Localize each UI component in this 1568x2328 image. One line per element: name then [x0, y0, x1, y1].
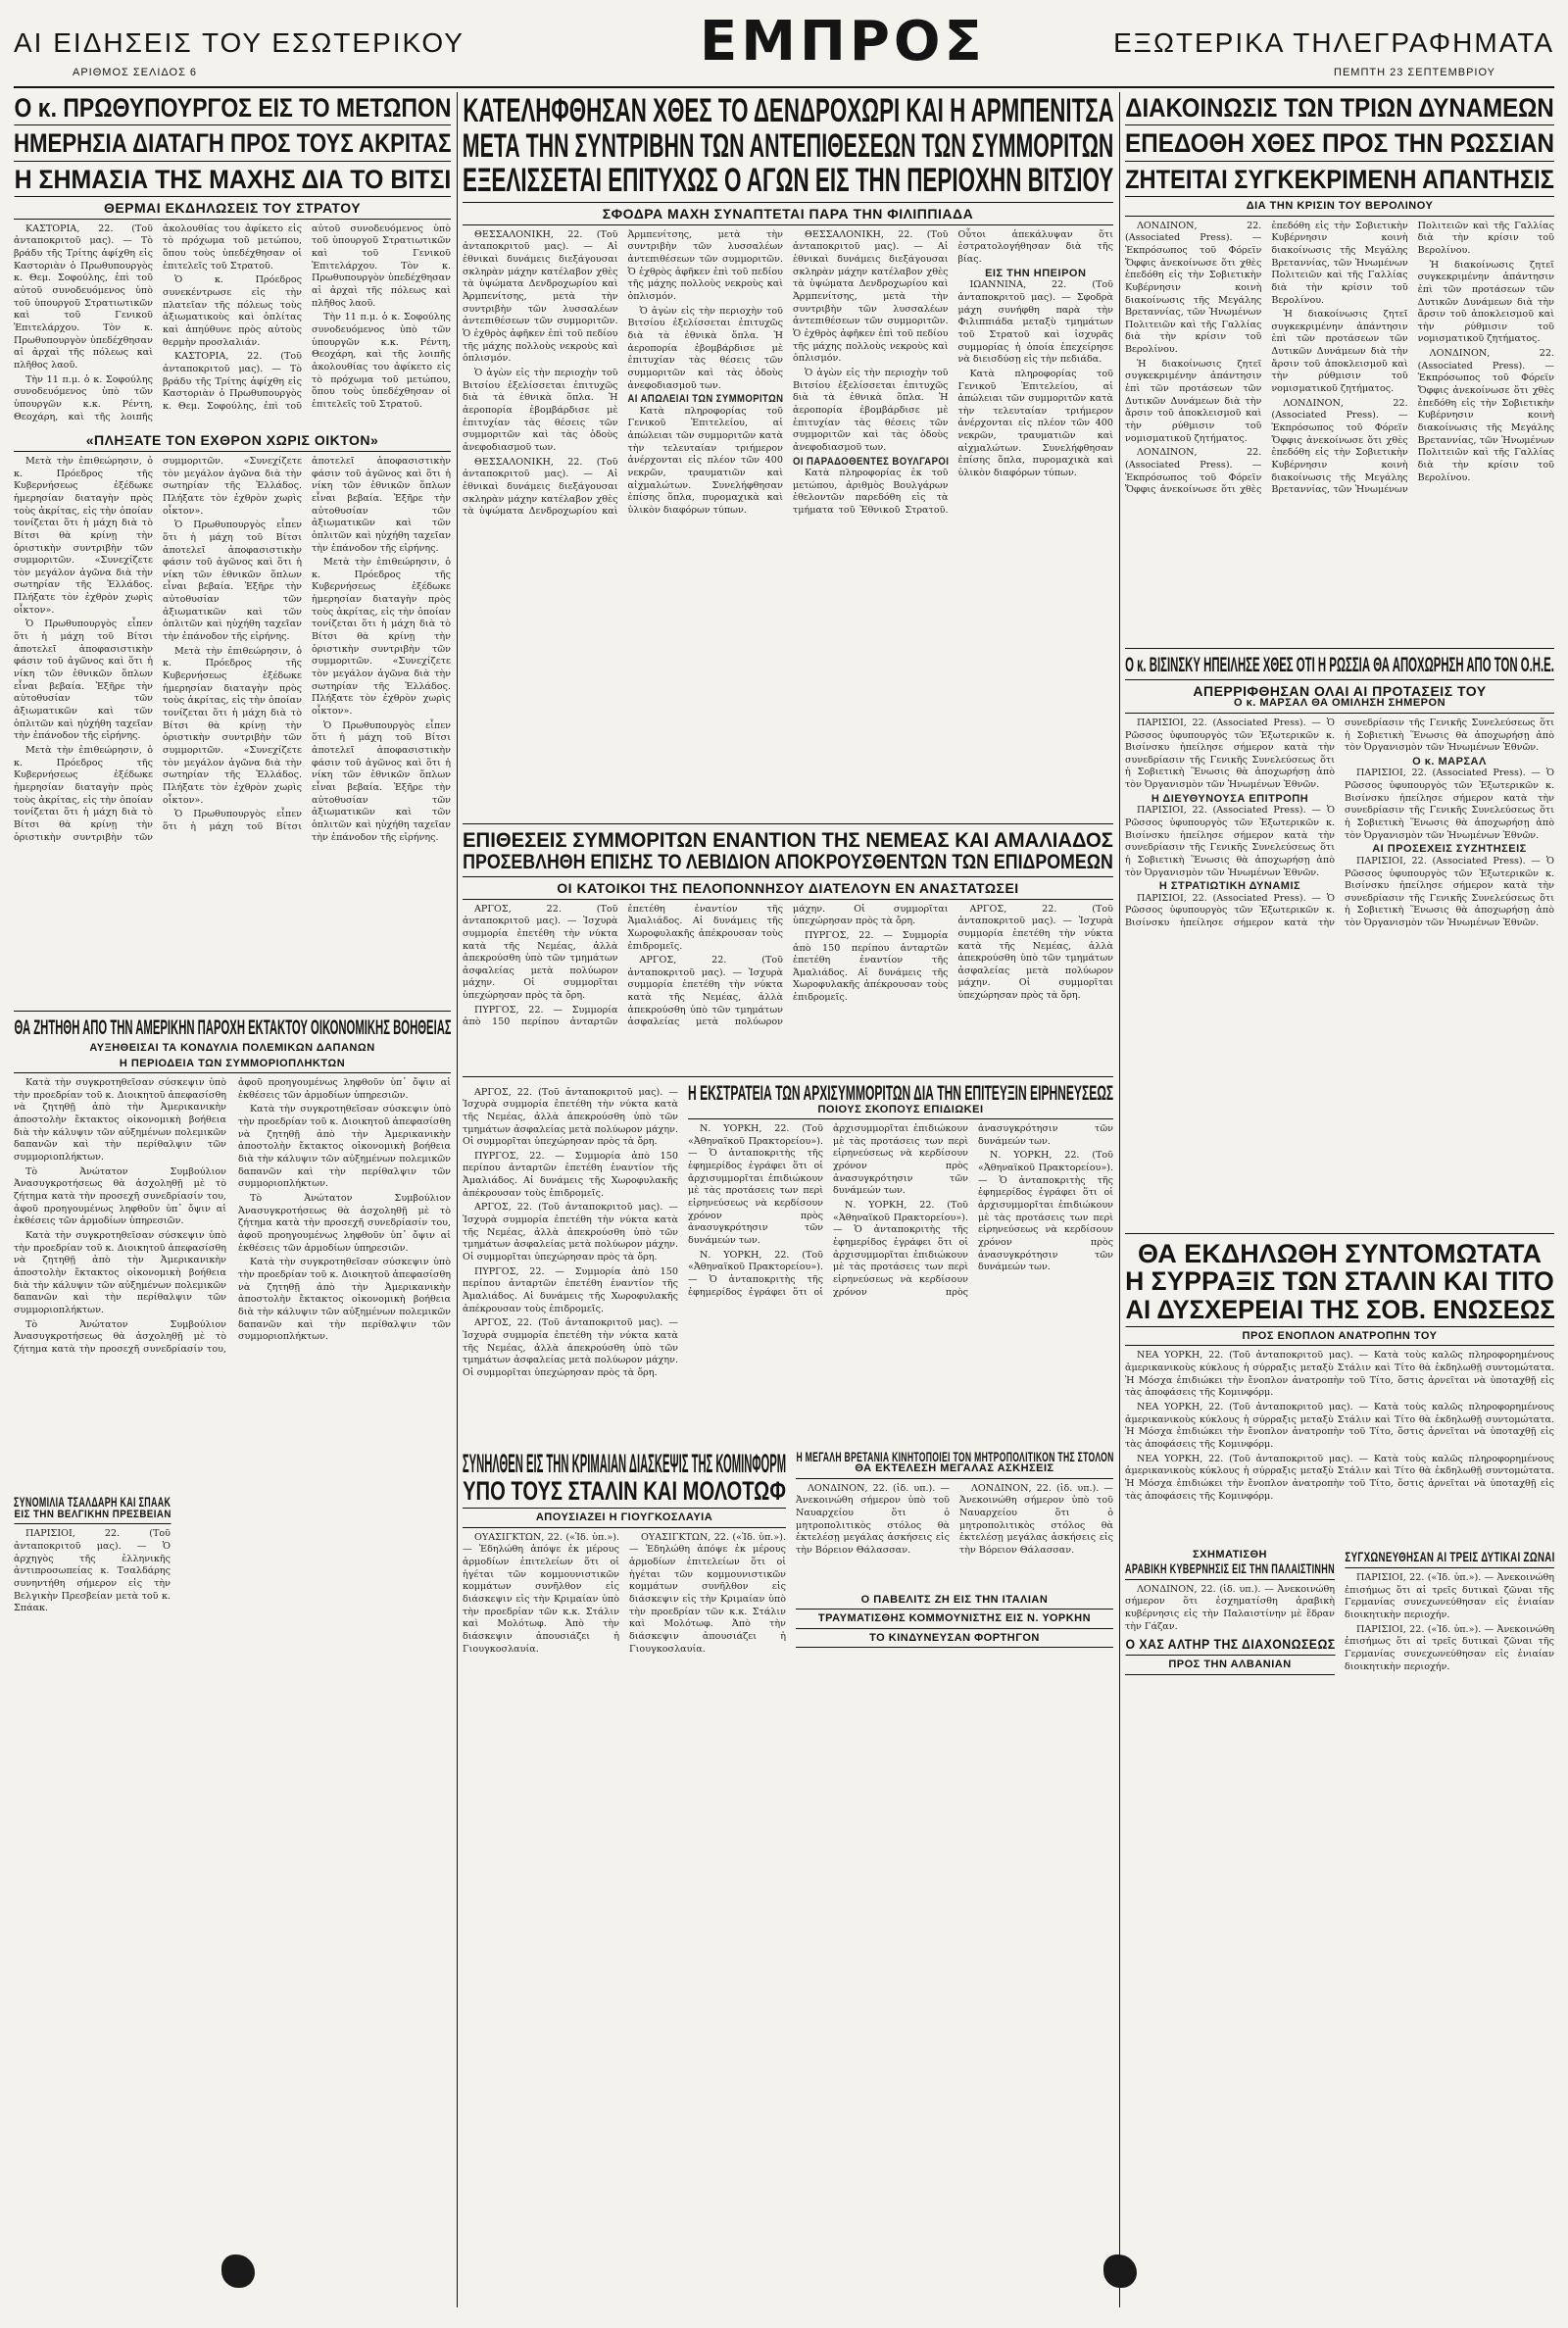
article-paragraph: ΠΥΡΓΟΣ, 22. — Συμμορία ἀπὸ 150 περίπου ἀνταρτῶν ἐπετέθη ἐναντίον τῆς Ἀμαλιάδος. Αἱ δυνάμεις τῆς Χωροφυλακῆς ἀπέκρουσαν τοὺς ἐπιδρομεῖς.: [463, 1150, 678, 1199]
subheadline-albania: ΠΡΟΣ ΤΗΝ ΑΛΒΑΝΙΑΝ: [1125, 1659, 1335, 1675]
article-paragraph: ΠΥΡΓΟΣ, 22. — Συμμορία ἀπὸ 150 περίπου ἀνταρτῶν ἐπετέθη ἐναντίον τῆς Ἀμαλιάδος. Αἱ δυνάμεις τῆς Χωροφυλακῆς ἀπέκρουσαν τοὺς ἐπιδρομεῖς.: [463, 903, 783, 1028]
headline-arab-government: ΑΡΑΒΙΚΗ ΚΥΒΕΡΝΗΣΙΣ ΕΙΣ ΤΗΝ ΠΑΛΑΙΣΤΙΝΗΝ: [1125, 1561, 1335, 1580]
headline-pm-front: Ο κ. ΠΡΩΘΥΠΟΥΡΓΟΣ ΕΙΣ ΤΟ ΜΕΤΩΠΟΝ: [14, 94, 451, 125]
headline-counterattacks: ΜΕΤΑ ΤΗΝ ΣΥΝΤΡΙΒΗΝ ΤΩΝ ΑΝΤΕΠΙΘΕΣΕΩΝ ΤΩΝ ΣΥΜΜΟΡΙΤΩΝ: [463, 126, 1113, 165]
article-paragraph: ΝΕΑ ΥΟΡΚΗ, 22. (Τοῦ ἀνταποκριτοῦ μας). — Κατὰ τοὺς καλῶς πληροφορημένους ἀμερικανικοὺς κύκλους ἡ σύρραξις μεταξὺ Στάλιν καὶ Τίτο θὰ ἐκδηλωθῇ συντομώτατα. Ἡ Μόσχα ἐπιδιώκει τὴν ἔνοπλον ἀνατροπὴν τοῦ Τίτο, ὅστις ἀρνεῖται νὰ ὑποταχθῇ εἰς τὰς ἀποφάσεις τῆς Κομινφόρμ.: [1125, 1402, 1554, 1451]
article-paragraph: Ν. ΥΟΡΚΗ, 22. (Τοῦ «Ἀθηναϊκοῦ Πρακτορείου»). — Ὁ ἀνταποκριτὴς τῆς ἐφημερίδος ἐγράφει ὅτι οἱ ἀρχισυμμορῖται ἐπιδιώκουν μὲ τὰς προτάσεις των περὶ εἰρηνεύσεως νὰ κερδίσουν χρόνον πρὸς ἀνασυγκρότησιν τῶν δυνάμεών των.: [688, 1123, 823, 1247]
subheadline-peloponnese: ΟΙ ΚΑΤΟΙΚΟΙ ΤΗΣ ΠΕΛΟΠΟΝΝΗΣΟΥ ΔΙΑΤΕΛΟΥΝ ΕΝ ΑΝΑΣΤΑΤΩΣΕΙ: [463, 881, 1113, 900]
subheadline-refugees: Η ΠΕΡΙΟΔΕΙΑ ΤΩΝ ΣΥΜΜΟΡΙΟΠΛΗΚΤΩΝ: [14, 1059, 451, 1074]
cominform-article: [463, 1450, 786, 1712]
subheadline-marshall: Ο κ. ΜΑΡΣΑΛ ΘΑ ΟΜΙΛΗΣΗ ΣΗΜΕΡΟΝ: [1125, 698, 1554, 714]
article-paragraph: Ἡ διακοίνωσις ζητεῖ συγκεκριμένην ἀπάντησιν ἐπὶ τῶν προτάσεων τῶν Δυτικῶν Δυνάμεων διὰ τὴν ἄρσιν τοῦ ἀποκλεισμοῦ καὶ τὴν ρύθμισιν τοῦ νομισματικοῦ ζητήματος.: [1271, 309, 1408, 395]
article-paragraph: ΠΑΡΙΣΙΟΙ, 22. (Associated Press). — Ὁ Ρῶσσος ὑφυπουργὸς τῶν Ἐξωτερικῶν κ. Βισίνσκυ ἠπείλησε σήμερον κατὰ τὴν συνεδρίασιν τῆς Γενικῆς Συνελεύσεως ὅτι ἡ Σοβιετικὴ Ἕνωσις θὰ ἀποχωρήσῃ ἀπὸ τὸν Ὀργανισμὸν τῶν Ἡνωμένων Ἐθνῶν.: [1345, 855, 1554, 929]
peace-campaign-article: [688, 1083, 1113, 1444]
article-body: [463, 904, 1113, 1070]
headline-stalin-molotov: ΥΠΟ ΤΟΥΣ ΣΤΑΛΙΝ ΚΑΙ ΜΟΛΟΤΩΦ: [463, 1477, 786, 1509]
article-body: [796, 1483, 1113, 1591]
article-paragraph: Ὁ Πρωθυπουργὸς εἶπεν ὅτι ἡ μάχη τοῦ Βίτσι ἀποτελεῖ ἀποφασιστικὴν φάσιν τοῦ ἀγῶνος καὶ ὅτι ἡ νίκη τῶν ἐθνικῶν ὅπλων εἶναι βεβαία. Ἐξῆρε τὴν αὐτοθυσίαν τῶν ἀξιωματικῶν καὶ τῶν ὁπλιτῶν καὶ ηὐχήθη ταχεῖαν τὴν ἐπάνοδον τῆς εἰρήνης.: [312, 719, 451, 843]
article-body: [1345, 1572, 1554, 1673]
article-paragraph: ΛΟΝΔΙΝΟΝ, 22. (ἰδ. υπ.). — Ἀνεκοινώθη σήμερον ὑπὸ τοῦ Ναυαρχείου ὅτι ὁ μητροπολιτικὸς στόλος θὰ ἐκτελέσῃ μεγάλας ἀσκήσεις εἰς τὴν Βόρειον Θάλασσαν.: [796, 1482, 950, 1557]
article-paragraph: ΠΑΡΙΣΙΟΙ, 22. («Ἰδ. ὑπ.»). — Ἀνεκοινώθη ἐπισήμως ὅτι αἱ τρεῖς δυτικαὶ ζῶναι τῆς Γερμανίας συνεχωνεύθησαν εἰς ἑνιαίαν διοικητικὴν περιοχήν.: [1345, 1623, 1554, 1672]
left-section-title: ΑΙ ΕΙΔΗΣΕΙΣ ΤΟΥ ΕΣΩΤΕΡΙΚΟΥ: [14, 27, 465, 58]
headline-wounded-communist: ΤΡΑΥΜΑΤΙΣΘΗΣ ΚΟΜΜΟΥΝΙΣΤΗΣ ΕΙΣ Ν. ΥΟΡΚΗΝ: [796, 1613, 1113, 1629]
ink-blot: [1103, 2254, 1137, 2288]
headline-cominform: ΣΥΝΗΛΘΕΝ ΕΙΣ ΤΗΝ ΚΡΙΜΑΙΑΝ ΔΙΑΣΚΕΨΙΣ ΤΗΣ ΚΟΜΙΝΦΟΡΜ: [463, 1448, 787, 1478]
article-paragraph: ΑΡΓΟΣ, 22. (Τοῦ ἀνταποκριτοῦ μας). — Ἰσχυρὰ συμμορία ἐπετέθη τὴν νύκτα κατὰ τῆς Νεμέας, ἀλλὰ ἀπεκρούσθη ὑπὸ τῶν τμημάτων ἀσφαλείας μετὰ πολύωρον μάχην. Οἱ συμμορῖται ὑπεχώρησαν πρὸς τὰ ὄρη.: [463, 1086, 678, 1148]
right-bottom-row: [1125, 1550, 1554, 1678]
subheadline-losses: ΑΙ ΑΠΩΛΕΙΑΙ ΤΩΝ ΣΥΜΜΟΡΙΤΩΝ: [627, 393, 784, 406]
section-separator: [463, 1076, 1113, 1077]
article-paragraph: Μετὰ τὴν ἐπιθεώρησιν, ὁ κ. Πρόεδρος τῆς Κυβερνήσεως ἐξέδωκε ἡμερησίαν διαταγὴν πρὸς τοὺς ἀκρίτας, εἰς τὴν ὁποίαν τονίζεται ὅτι ἡ μάχη διὰ τὸ Βίτσι θὰ κρίνῃ τὴν ὁριστικὴν συντριβὴν τῶν συμμοριτῶν. «Συνεχίζετε τὸν μεγάλον ἀγῶνα διὰ τὴν σωτηρίαν τῆς Ἑλλάδος. Πλήξατε τὸν ἐχθρὸν χωρὶς οἶκτον».: [163, 645, 302, 806]
article-body: [1125, 718, 1554, 1227]
section-separator: [1125, 1233, 1554, 1234]
article-paragraph: Ν. ΥΟΡΚΗ, 22. (Τοῦ «Ἀθηναϊκοῦ Πρακτορείου»). — Ὁ ἀνταποκριτὴς τῆς ἐφημερίδος ἐγράφει ὅτι οἱ ἀρχισυμμορῖται ἐπιδιώκουν μὲ τὰς προτάσεις των περὶ εἰρηνεύσεως νὰ κερδίσουν χρόνον πρὸς ἀνασυγκρότησιν τῶν δυνάμεών των.: [833, 1123, 1113, 1298]
headline-western-zones: ΣΥΓΧΩΝΕΥΘΗΣΑΝ ΑΙ ΤΡΕΙΣ ΔΥΤΙΚΑΙ ΖΩΝΑΙ: [1345, 1550, 1554, 1568]
article-paragraph: ΠΑΡΙΣΙΟΙ, 22. (Associated Press). — Ὁ Ρῶσσος ὑφυπουργὸς τῶν Ἐξωτερικῶν κ. Βισίνσκυ ἠπείλησε σήμερον κατὰ τὴν συνεδρίασιν τῆς Γενικῆς Συνελεύσεως ὅτι ἡ Σοβιετικὴ Ἕνωσις θὰ ἀποχωρήσῃ ἀπὸ τὸν Ὀργανισμὸν τῶν Ἡνωμένων Ἐθνῶν.: [1125, 805, 1335, 878]
article-paragraph: ΠΑΡΙΣΙΟΙ, 22. («Ἰδ. ὑπ.»). — Ἀνεκοινώθη ἐπισήμως ὅτι αἱ τρεῖς δυτικαὶ ζῶναι τῆς Γερμανίας συνεχωνεύθησαν εἰς ἑνιαίαν διοικητικὴν περιοχήν.: [1345, 1572, 1554, 1621]
article-paragraph: Κατὰ τὴν συγκροτηθεῖσαν σύσκεψιν ὑπὸ τὴν προεδρίαν τοῦ κ. Διοικητοῦ ἀπεφασίσθη νὰ ζητηθῇ ἀπὸ τὴν Ἀμερικανικὴν ἀποστολὴν ἔκτακτος οἰκονομικὴ βοήθεια διὰ τὴν κάλυψιν τῶν αὐξημένων πολεμικῶν δαπανῶν καὶ τὴν περίθαλψιν τῶν συμμοριοπλήκτων.: [238, 1104, 451, 1190]
article-body: [463, 229, 1113, 817]
article-paragraph: Ὁ Πρωθυπουργὸς εἶπεν ὅτι ἡ μάχη τοῦ Βίτσι ἀποτελεῖ ἀποφασιστικὴν φάσιν τοῦ ἀγῶνος καὶ ὅτι ἡ νίκη τῶν ἐθνικῶν ὅπλων εἶναι βεβαία. Ἐξῆρε τὴν αὐτοθυσίαν τῶν ἀξιωματικῶν καὶ τῶν ὁπλιτῶν καὶ ηὐχήθη ταχεῖαν τὴν ἐπάνοδον τῆς εἰρήνης.: [14, 619, 153, 742]
article-paragraph: Ὁ Πρωθυπουργὸς εἶπεν ὅτι ἡ μάχη τοῦ Βίτσι ἀποτελεῖ ἀποφασιστικὴν φάσιν τοῦ ἀγῶνος καὶ ὅτι ἡ νίκη τῶν ἐθνικῶν ὅπλων εἶναι βεβαία. Ἐξῆρε τὴν αὐτοθυσίαν τῶν ἀξιωματικῶν καὶ τῶν ὁπλιτῶν καὶ ηὐχήθη ταχεῖαν τὴν ἐπάνοδον τῆς εἰρήνης.: [163, 520, 302, 643]
right-section-title: ΕΞΩΤΕΡΙΚΑ ΤΗΛΕΓΡΑΦΗΜΑΤΑ: [1113, 27, 1554, 58]
subheadline-yugoslavia: ΑΠΟΥΣΙΑΖΕΙ Η ΓΙΟΥΓΚΟΣΛΑΥΙΑ: [463, 1512, 786, 1528]
headline-order-of-day: ΗΜΕΡΗΣΙΑ ΔΙΑΤΑΓΗ ΠΡΟΣ ΤΟΥΣ ΑΚΡΙΤΑΣ: [14, 129, 451, 161]
article-paragraph: Μετὰ τὴν ἐπιθεώρησιν, ὁ κ. Πρόεδρος τῆς Κυβερνήσεως ἐξέδωκε ἡμερησίαν διαταγὴν πρὸς τοὺς ἀκρίτας, εἰς τὴν ὁποίαν τονίζεται ὅτι ἡ μάχη διὰ τὸ Βίτσι θὰ κρίνῃ τὴν ὁριστικὴν συντριβὴν τῶν συμμοριτῶν. «Συνεχίζετε τὸν μεγάλον ἀγῶνα διὰ τὴν σωτηρίαν τῆς Ἑλλάδος. Πλήξατε τὸν ἐχθρὸν χωρὶς οἶκτον».: [14, 455, 302, 843]
subheadline-committee: Η ΔΙΕΥΘΥΝΟΥΣΑ ΕΠΙΤΡΟΠΗ: [1151, 792, 1309, 805]
article-paragraph: ΟΥΑΣΙΓΚΤΩΝ, 22. («Ἰδ. ὑπ.»). — Ἐδηλώθη ἀπόψε ἐκ μέρους ἁρμοδίων ἐπιτελείων ὅτι οἱ ἡγέται τῶν κομμουνιστικῶν κομμάτων συνῆλθον εἰς διάσκεψιν εἰς τὴν Κριμαίαν ὑπὸ τὴν προεδρίαν τῶν κ.κ. Στάλιν καὶ Μολότωφ. Ἀπὸ τὴν διάσκεψιν ἀπουσιάζει ἡ Γιουγκοσλαυία.: [629, 1531, 786, 1655]
article-paragraph: ΑΡΓΟΣ, 22. (Τοῦ ἀνταποκριτοῦ μας). — Ἰσχυρὰ συμμορία ἐπετέθη τὴν νύκτα κατὰ τῆς Νεμέας, ἀλλὰ ἀπεκρούσθη ὑπὸ τῶν τμημάτων ἀσφαλείας μετὰ πολύωρον μάχην. Οἱ συμμορῖται ὑπεχώρησαν πρὸς τὰ ὄρη.: [463, 903, 618, 1002]
headline-stalin-tito: Η ΣΥΡΡΑΞΙΣ ΤΩΝ ΣΤΑΛΙΝ ΚΑΙ ΤΙΤΟ: [1125, 1266, 1554, 1297]
masthead: [14, 10, 1554, 98]
article-paragraph: ΛΟΝΔΙΝΟΝ, 22. (Associated Press). — Ἐκπρόσωπος τοῦ Φόρεϊν Ὄφφις ἀνεκοίνωσε ὅτι χθὲς ἐπεδόθη εἰς τὴν Σοβιετικὴν Κυβέρνησιν κοινὴ διακοίνωσις τῆς Μεγάλης Βρεταννίας, τῶν Ἡνωμένων Πολιτειῶν καὶ τῆς Γαλλίας διὰ τὴν κρίσιν τοῦ Βερολίνου.: [1125, 220, 1408, 496]
center-column: [463, 94, 1113, 2311]
article-paragraph: Ν. ΥΟΡΚΗ, 22. (Τοῦ «Ἀθηναϊκοῦ Πρακτορείου»). — Ὁ ἀνταποκριτὴς τῆς ἐφημερίδος ἐγράφει ὅτι οἱ ἀρχισυμμορῖται ἐπιδιώκουν μὲ τὰς προτάσεις των περὶ εἰρηνεύσεως νὰ κερδίσουν χρόνον πρὸς ἀνασυγκρότησιν τῶν δυνάμεών των.: [978, 1150, 1113, 1273]
headline-british-fleet: Η ΜΕΓΑΛΗ ΒΡΕΤΑΝΙΑ ΚΙΝΗΤΟΠΟΙΕΙ ΤΟΝ ΜΗΤΡΟΠΟΛΙΤΙΚΟΝ ΤΗΣ ΣΤΟΛΟΝ: [795, 1448, 1113, 1464]
masthead-rule: [14, 86, 1554, 88]
subheadline-armed-overthrow: ΠΡΟΣ ΕΝΟΠΛΟΝ ΑΝΑΤΡΟΠΗΝ ΤΟΥ: [1125, 1331, 1554, 1347]
article-paragraph: Μετὰ τὴν ἐπιθεώρησιν, ὁ κ. Πρόεδρος τῆς Κυβερνήσεως ἐξέδωκε ἡμερησίαν διαταγὴν πρὸς τοὺς ἀκρίτας, εἰς τὴν ὁποίαν τονίζεται ὅτι ἡ μάχη διὰ τὸ Βίτσι θὰ κρίνῃ τὴν ὁριστικὴν συντριβὴν τῶν συμμοριτῶν. «Συνεχίζετε τὸν μεγάλον ἀγῶνα διὰ τὴν σωτηρίαν τῆς Ἑλλάδος. Πλήξατε τὸν ἐχθρὸν χωρὶς οἶκτον».: [14, 455, 153, 616]
headline-three-powers: ΔΙΑΚΟΙΝΩΣΙΣ ΤΩΝ ΤΡΙΩΝ ΔΥΝΑΜΕΩΝ: [1125, 94, 1554, 125]
short-articles-column: [463, 1083, 678, 1444]
article-paragraph: Τὸ Ἀνώτατον Συμβούλιον Ἀνασυγκροτήσεως θὰ ἀσχοληθῇ μὲ τὸ ζήτημα κατὰ τὴν προσεχῆ συνεδρίασίν του, ἀφοῦ προηγουμένως ληφθοῦν ὑπ᾽ ὄψιν αἱ ἐκθέσεις τῶν ἁρμοδίων ὑπηρεσιῶν.: [14, 1165, 226, 1227]
article-body: [1125, 1584, 1335, 1634]
headline-peace-campaign: Η ΕΚΣΤΡΑΤΕΙΑ ΤΩΝ ΑΡΧΙΣΥΜΜΟΡΙΤΩΝ ΔΙΑ ΤΗΝ ΕΠΙΤΕΥΞΙΝ ΕΙΡΗΝΕΥΣΕΩΣ: [688, 1081, 1113, 1105]
article-paragraph: Κατὰ πληροφορίας τοῦ Γενικοῦ Ἐπιτελείου, αἱ ἀπώλειαι τῶν συμμοριτῶν κατὰ τὴν τελευταίαν τριήμερον ἀνέρχονται εἰς πλέον τῶν 400 νεκρῶν, τραυματιῶν καὶ αἰχμαλώτων. Συνελήφθησαν ἐπίσης ὅπλα, πυρομαχικὰ καὶ ὑλικὸν διαφόρων τύπων.: [627, 405, 783, 517]
article-paragraph: ΑΡΓΟΣ, 22. (Τοῦ ἀνταποκριτοῦ μας). — Ἰσχυρὰ συμμορία ἐπετέθη τὴν νύκτα κατὰ τῆς Νεμέας, ἀλλὰ ἀπεκρούσθη ὑπὸ τῶν τμημάτων ἀσφαλείας μετὰ πολύωρον μάχην. Οἱ συμμορῖται ὑπεχώρησαν πρὸς τὰ ὄρη.: [627, 903, 949, 1028]
article-paragraph: ΠΑΡΙΣΙΟΙ, 22. (Associated Press). — Ὁ Ρῶσσος ὑφυπουργὸς τῶν Ἐξωτερικῶν κ. Βισίνσκυ ἠπείλησε σήμερον κατὰ τὴν συνεδρίασιν τῆς Γενικῆς Συνελεύσεως ὅτι ἡ Σοβιετικὴ Ἕνωσις θὰ ἀποχωρήσῃ ἀπὸ τὸν Ὀργανισμὸν τῶν Ἡνωμένων Ἐθνῶν.: [1125, 717, 1335, 791]
subheadline-proposals-rejected: ΑΠΕΡΡΙΦΘΗΣΑΝ ΟΛΑΙ ΑΙ ΠΡΟΤΑΣΕΙΣ ΤΟΥ: [1193, 682, 1487, 699]
article-paragraph: ΚΑΣΤΟΡΙΑ, 22. (Τοῦ ἀνταποκριτοῦ μας). — Τὸ βράδυ τῆς Τρίτης ἀφίχθη εἰς Καστοριὰν ὁ Πρωθυπουργὸς κ. Θεμ. Σοφούλης, ἐπὶ τοῦ αὐτοῦ συνοδευόμενος ὑπὸ τοῦ ὑπουργοῦ Στρατιωτικῶν καὶ τοῦ Γενικοῦ Ἐπιτελάρχου. Τὸν κ. Πρωθυπουργὸν ὑπεδέχθησαν αἱ ἀρχαὶ τῆς πόλεως καὶ πλῆθος λαοῦ.: [163, 223, 451, 412]
article-paragraph: ΙΩΑΝΝΙΝΑ, 22. (Τοῦ ἀνταποκριτοῦ μας). — Σφοδρὰ μάχη συνήφθη παρὰ τὴν Φιλιππιάδα μεταξὺ τμημάτων τοῦ Στρατοῦ καὶ ἰσχυρᾶς συμμορίας ἡ ὁποία ἐπεχείρησε νὰ διεισδύσῃ εἰς τὴν πεδιάδα.: [957, 279, 1113, 366]
subheadline-upcoming-debates: ΑΙ ΠΡΟΣΕΧΕΙΣ ΣΥΖΗΤΗΣΕΙΣ: [1372, 843, 1527, 856]
article-paragraph: Κατὰ πληροφορίας τοῦ Γενικοῦ Ἐπιτελείου, αἱ ἀπώλειαι τῶν συμμοριτῶν κατὰ τὴν τελευταίαν τριήμερον ἀνέρχονται εἰς πλέον τῶν 400 νεκρῶν, τραυματιῶν καὶ αἰχμαλώτων. Συνελήφθησαν ἐπίσης ὅπλα, πυρομαχικὰ καὶ ὑλικὸν διαφόρων τύπων.: [957, 368, 1113, 479]
right-column: [1125, 94, 1554, 2311]
article-paragraph: ΛΟΝΔΙΝΟΝ, 22. (ἰδ. υπ.). — Ἀνεκοινώθη σήμερον ὅτι ἐσχηματίσθη ἀραβικὴ κυβέρνησις εἰς τὴν Παλαιστίνην μὲ ἕδραν τὴν Γάζαν.: [1125, 1583, 1335, 1632]
article-paragraph: Ἡ διακοίνωσις ζητεῖ συγκεκριμένην ἀπάντησιν ἐπὶ τῶν προτάσεων τῶν Δυτικῶν Δυνάμεων διὰ τὴν ἄρσιν τοῦ ἀποκλεισμοῦ καὶ τὴν ρύθμισιν τοῦ νομισματικοῦ ζητήματος.: [1417, 259, 1554, 345]
article-paragraph: Ὁ Πρωθυπουργὸς εἶπεν ὅτι ἡ μάχη τοῦ Βίτσι ἀποτελεῖ ἀποφασιστικὴν φάσιν τοῦ ἀγῶνος καὶ ὅτι ἡ νίκη τῶν ἐθνικῶν ὅπλων εἶναι βεβαία. Ἐξῆρε τὴν αὐτοθυσίαν τῶν ἀξιωματικῶν καὶ τῶν ὁπλιτῶν καὶ ηὐχήθη ταχεῖαν τὴν ἐπάνοδον τῆς εἰρήνης.: [163, 455, 451, 832]
article-paragraph: Ν. ΥΟΡΚΗ, 22. (Τοῦ «Ἀθηναϊκοῦ Πρακτορείου»). — Ὁ ἀνταποκριτὴς τῆς ἐφημερίδος ἐγράφει ὅτι οἱ ἀρχισυμμορῖται ἐπιδιώκουν μὲ τὰς προτάσεις των περὶ εἰρηνεύσεως νὰ κερδίσουν χρόνον πρὸς ἀνασυγκρότησιν τῶν δυνάμεών των.: [688, 1123, 968, 1298]
subheadline-exercises: ΘΑ ΕΚΤΕΛΕΣΗ ΜΕΓΑΛΑΣ ΑΣΚΗΣΕΙΣ: [796, 1463, 1113, 1479]
palestine-article: [1125, 1550, 1335, 1678]
subheadline-berlin-crisis: ΔΙΑ ΤΗΝ ΚΡΙΣΙΝ ΤΟΥ ΒΕΡΟΛΙΝΟΥ: [1125, 201, 1554, 217]
article-paragraph: ΑΡΓΟΣ, 22. (Τοῦ ἀνταποκριτοῦ μας). — Ἰσχυρὰ συμμορία ἐπετέθη τὴν νύκτα κατὰ τῆς Νεμέας, ἀλλὰ ἀπεκρούσθη ὑπὸ τῶν τμημάτων ἀσφαλείας μετὰ πολύωρον μάχην. Οἱ συμμορῖται ὑπεχώρησαν πρὸς τὰ ὄρη.: [463, 1317, 678, 1378]
article-paragraph: ΚΑΣΤΟΡΙΑ, 22. (Τοῦ ἀνταποκριτοῦ μας). — Τὸ βράδυ τῆς Τρίτης ἀφίχθη εἰς Καστοριὰν ὁ Πρωθυπουργὸς κ. Θεμ. Σοφούλης, ἐπὶ τοῦ αὐτοῦ συνοδευόμενος ὑπὸ τοῦ ὑπουργοῦ Στρατιωτικῶν καὶ τοῦ Γενικοῦ Ἐπιτελάρχου. Τὸν κ. Πρωθυπουργὸν ὑπεδέχθησαν αἱ ἀρχαὶ τῆς πόλεως καὶ πλῆθος λαοῦ.: [14, 223, 153, 371]
section-separator: [14, 1011, 451, 1012]
article-paragraph: ΛΟΝΔΙΝΟΝ, 22. (Associated Press). — Ἐκπρόσωπος τοῦ Φόρεϊν Ὄφφις ἀνεκοίνωσε ὅτι χθὲς ἐπεδόθη εἰς τὴν Σοβιετικὴν Κυβέρνησιν κοινὴ διακοίνωσις τῆς Μεγάλης Βρεταννίας, τῶν Ἡνωμένων Πολιτειῶν καὶ τῆς Γαλλίας διὰ τὴν κρίσιν τοῦ Βερολίνου.: [1417, 348, 1554, 483]
western-zones-article: [1345, 1550, 1554, 1678]
article-body: [14, 1528, 171, 1615]
subheadline-epirus: ΕΙΣ ΤΗΝ ΗΠΕΙΡΟΝ: [985, 267, 1087, 279]
subheadline-war-expenses: ΑΥΞΗΘΕΙΣΑΙ ΤΑ ΚΟΝΔΥΛΙΑ ΠΟΛΕΜΙΚΩΝ ΔΑΠΑΝΩΝ: [89, 1041, 375, 1054]
article-body: [1125, 221, 1554, 642]
article-paragraph: Τὴν 11 π.μ. ὁ κ. Σοφούλης συνοδευόμενος ὑπὸ τῶν ὑπουργῶν κ.κ. Ρέντη, Θεοχάρη, καὶ τῆς λοιπῆς ἀκολουθίας του ἀφίκετο εἰς τὸ πρόχωμα τοῦ μετώπου, ὅπου τοὺς ὑπεδέχθησαν οἱ ἐπιτελεῖς τοῦ Στρατοῦ.: [312, 312, 451, 410]
subheadline-aims: ΠΟΙΟΥΣ ΣΚΟΠΟΥΣ ΕΠΙΔΙΩΚΕΙ: [688, 1105, 1113, 1120]
headline-battle-vitsi: Η ΣΗΜΑΣΙΑ ΤΗΣ ΜΑΧΗΣ ΔΙΑ ΤΟ ΒΙΤΣΙ: [14, 166, 451, 197]
article-paragraph: ΘΕΣΣΑΛΟΝΙΚΗ, 22. (Τοῦ ἀνταποκριτοῦ μας). — Αἱ ἐθνικαὶ δυνάμεις διεξάγουσαι σκληρὰν μάχην κατέλαβον χθὲς τὰ ὑψώματα Δενδροχωρίου καὶ Ἀρμπενίτσης, μετὰ τὴν συντριβὴν τῶν λυσσαλέων ἀντεπιθέσεων τῶν συμμοριτῶν. Ὁ ἐχθρὸς ἀφῆκεν ἐπὶ τοῦ πεδίου τῆς μάχης πολλοὺς νεκροὺς καὶ ὁπλισμόν.: [463, 228, 783, 518]
article-paragraph: Κατὰ τὴν συγκροτηθεῖσαν σύσκεψιν ὑπὸ τὴν προεδρίαν τοῦ κ. Διοικητοῦ ἀπεφασίσθη νὰ ζητηθῇ ἀπὸ τὴν Ἀμερικανικὴν ἀποστολὴν ἔκτακτος οἰκονομικὴ βοήθεια διὰ τὴν κάλυψιν τῶν αὐξημένων πολεμικῶν δαπανῶν καὶ τὴν περίθαλψιν τῶν συμμοριοπλήκτων.: [238, 1257, 451, 1343]
center-lower-row: [463, 1083, 1113, 1444]
subheadline-belgian-embassy: ΕΙΣ ΤΗΝ ΒΕΛΓΙΚΗΝ ΠΡΕΣΒΕΙΑΝ: [14, 1510, 171, 1525]
subheadline-mr-marshall: Ο κ. ΜΑΡΣΑΛ: [1412, 755, 1487, 768]
article-paragraph: ΝΕΑ ΥΟΡΚΗ, 22. (Τοῦ ἀνταποκριτοῦ μας). — Κατὰ τοὺς καλῶς πληροφορημένους ἀμερικανικοὺς κύκλους ἡ σύρραξις μεταξὺ Στάλιν καὶ Τίτο θὰ ἐκδηλωθῇ συντομώτατα. Ἡ Μόσχα ἐπιδιώκει τὴν ἔνοπλον ἀνατροπὴν τοῦ Τίτο, ὅστις ἀρνεῖται νὰ ὑποταχθῇ εἰς τὰς ἀποφάσεις τῆς Κομινφόρμ.: [1125, 1350, 1554, 1399]
article-paragraph: ΠΥΡΓΟΣ, 22. — Συμμορία ἀπὸ 150 περίπου ἀνταρτῶν ἐπετέθη ἐναντίον τῆς Ἀμαλιάδος. Αἱ δυνάμεις τῆς Χωροφυλακῆς ἀπέκρουσαν τοὺς ἐπιδρομεῖς.: [463, 1265, 678, 1314]
article-paragraph: ΠΑΡΙΣΙΟΙ, 22. (Associated Press). — Ὁ Ρῶσσος ὑφυπουργὸς τῶν Ἐξωτερικῶν κ. Βισίνσκυ ἠπείλησε σήμερον κατὰ τὴν συνεδρίασιν τῆς Γενικῆς Συνελεύσεως ὅτι ἡ Σοβιετικὴ Ἕνωσις θὰ ἀποχωρήσῃ ἀπὸ τὸν Ὀργανισμὸν τῶν Ἡνωμένων Ἐθνῶν.: [1345, 768, 1554, 841]
headline-cargo-ship: ΤΟ ΚΙΝΔΥΝΕΥΣΑΝ ΦΟΡΤΗΓΟΝ: [796, 1633, 1113, 1649]
article-paragraph: ΛΟΝΔΙΝΟΝ, 22. (Associated Press). — Ἐκπρόσωπος τοῦ Φόρεϊν Ὄφφις ἀνεκοίνωσε ὅτι χθὲς ἐπεδόθη εἰς τὴν Σοβιετικὴν Κυβέρνησιν κοινὴ διακοίνωσις τῆς Μεγάλης Βρεταννίας, τῶν Ἡνωμένων Πολιτειῶν καὶ τῆς Γαλλίας διὰ τὴν κρίσιν τοῦ Βερολίνου.: [1271, 220, 1554, 496]
article-paragraph: ΘΕΣΣΑΛΟΝΙΚΗ, 22. (Τοῦ ἀνταποκριτοῦ μας). — Αἱ ἐθνικαὶ δυνάμεις διεξάγουσαι σκληρὰν μάχην κατέλαβον χθὲς τὰ ὑψώματα Δενδροχωρίου καὶ Ἀρμπενίτσης, μετὰ τὴν συντριβὴν τῶν λυσσαλέων ἀντεπιθέσεων τῶν συμμοριτῶν. Ὁ ἐχθρὸς ἀφῆκεν ἐπὶ τοῦ πεδίου τῆς μάχης πολλοὺς νεκροὺς καὶ ὁπλισμόν.: [463, 228, 618, 365]
article-body: [14, 223, 451, 424]
article-paragraph: ΑΡΓΟΣ, 22. (Τοῦ ἀνταποκριτοῦ μας). — Ἰσχυρὰ συμμορία ἐπετέθη τὴν νύκτα κατὰ τῆς Νεμέας, ἀλλὰ ἀπεκρούσθη ὑπὸ τῶν τμημάτων ἀσφαλείας μετὰ πολύωρον μάχην. Οἱ συμμορῖται ὑπεχώρησαν πρὸς τὰ ὄρη.: [957, 903, 1113, 1002]
headline-soviet-difficulties: ΑΙ ΔΥΣΧΕΡΕΙΑΙ ΤΗΣ ΣΟΒ. ΕΝΩΣΕΩΣ: [1125, 1296, 1554, 1327]
column-divider: [457, 92, 458, 2307]
left-column: [14, 94, 451, 2311]
headline-concrete-answer: ΖΗΤΕΙΤΑΙ ΣΥΓΚΕΚΡΙΜΕΝΗ ΑΠΑΝΤΗΣΙΣ: [1125, 166, 1554, 197]
article-paragraph: ΑΡΓΟΣ, 22. (Τοῦ ἀνταποκριτοῦ μας). — Ἰσχυρὰ συμμορία ἐπετέθη τὴν νύκτα κατὰ τῆς Νεμέας, ἀλλὰ ἀπεκρούσθη ὑπὸ τῶν τμημάτων ἀσφαλείας μετὰ πολύωρον μάχην. Οἱ συμμορῖται ὑπεχώρησαν πρὸς τὰ ὄρη.: [463, 1202, 678, 1263]
article-paragraph: Ὁ κ. Πρόεδρος συνεκέντρωσε εἰς τὴν πλατεῖαν τῆς πόλεως τοὺς ἀξιωματικοὺς καὶ ὁπλίτας καὶ ἀπηύθυνε πρὸς αὐτοὺς θερμὴν προσλαλιάν.: [163, 274, 302, 348]
headline-vyshinsky: Ο κ. ΒΙΣΙΝΣΚΥ ΗΠΕΙΛΗΣΕ ΧΘΕΣ ΟΤΙ Η ΡΩΣΣΙΑ ΘΑ ΑΠΟΧΩΡΗΣΗ ΑΠΟ ΤΟΝ Ο.Η.Ε.: [1125, 655, 1554, 680]
ink-blot: [221, 2254, 255, 2288]
headline-american-aid: ΘΑ ΖΗΤΗΘΗ ΑΠΟ ΤΗΝ ΑΜΕΡΙΚΗΝ ΠΑΡΟΧΗ ΕΚΤΑΚΤΟΥ ΟΙΚΟΝΟΜΙΚΗΣ ΒΟΗΘΕΙΑΣ: [14, 1015, 451, 1039]
article-paragraph: ΝΕΑ ΥΟΡΚΗ, 22. (Τοῦ ἀνταποκριτοῦ μας). — Κατὰ τοὺς καλῶς πληροφορημένους ἀμερικανικοὺς κύκλους ἡ σύρραξις μεταξὺ Στάλιν καὶ Τίτο θὰ ἐκδηλωθῇ συντομώτατα. Ἡ Μόσχα ἐπιδιώκει τὴν ἔνοπλον ἀνατροπὴν τοῦ Τίτο, ὅστις ἀρνεῖται νὰ ὑποταχθῇ εἰς τὰς ἀποφάσεις τῆς Κομινφόρμ.: [1125, 1453, 1554, 1502]
article-paragraph: Ὁ ἀγὼν εἰς τὴν περιοχὴν τοῦ Βιτσίου ἐξελίσσεται ἐπιτυχῶς διὰ τὰ ἐθνικὰ ὅπλα. Ἡ ἀεροπορία ἐβομβάρδισε μὲ ἐπιτυχίαν τὰς θέσεις τῶν συμμοριτῶν καὶ τὰς ὁδοὺς ἀνεφοδιασμοῦ των.: [793, 367, 949, 453]
section-separator: [1125, 648, 1554, 649]
article-body: [14, 1077, 451, 1489]
article-paragraph: ΠΑΡΙΣΙΟΙ, 22. (Associated Press). — Ὁ Ρῶσσος ὑφυπουργὸς τῶν Ἐξωτερικῶν κ. Βισίνσκυ ἠπείλησε σήμερον κατὰ τὴν συνεδρίασιν τῆς Γενικῆς Συνελεύσεως ὅτι ἡ Σοβιετικὴ Ἕνωσις θὰ ἀποχωρήσῃ ἀπὸ τὸν Ὀργανισμὸν τῶν Ἡνωμένων Ἐθνῶν.: [1125, 717, 1554, 929]
article-body: [463, 1087, 678, 1440]
headline-tsaldaris-spaak: ΣΥΝΟΜΙΛΙΑ ΤΣΑΛΔΑΡΗ ΚΑΙ ΣΠΑΑΚ: [14, 1494, 172, 1511]
article-body: [688, 1123, 1113, 1417]
article-paragraph: Κατὰ τὴν συγκροτηθεῖσαν σύσκεψιν ὑπὸ τὴν προεδρίαν τοῦ κ. Διοικητοῦ ἀπεφασίσθη νὰ ζητηθῇ ἀπὸ τὴν Ἀμερικανικὴν ἀποστολὴν ἔκτακτος οἰκονομικὴ βοήθεια διὰ τὴν κάλυψιν τῶν αὐξημένων πολεμικῶν δαπανῶν καὶ τὴν περίθαλψιν τῶν συμμοριοπλήκτων.: [14, 1229, 226, 1315]
article-body: [1125, 1350, 1554, 1546]
center-bottom-row: [463, 1450, 1113, 1712]
article-paragraph: Ὁ ἀγὼν εἰς τὴν περιοχὴν τοῦ Βιτσίου ἐξελίσσεται ἐπιτυχῶς διὰ τὰ ἐθνικὰ ὅπλα. Ἡ ἀεροπορία ἐβομβάρδισε μὲ ἐπιτυχίαν τὰς θέσεις τῶν συμμοριτῶν καὶ τὰς ὁδοὺς ἀνεφοδιασμοῦ των.: [463, 367, 618, 453]
britain-fleet-article: [796, 1450, 1113, 1712]
article-body: [463, 1532, 786, 1709]
headline-soon: ΘΑ ΕΚΔΗΛΩΘΗ ΣΥΝΤΟΜΩΤΑΤΑ: [1138, 1238, 1542, 1268]
article-paragraph: Ἡ διακοίνωσις ζητεῖ συγκεκριμένην ἀπάντησιν ἐπὶ τῶν προτάσεων τῶν Δυτικῶν Δυνάμεων διὰ τὴν ἄρσιν τοῦ ἀποκλεισμοῦ καὶ τὴν ρύθμισιν τοῦ νομισματικοῦ ζητήματος.: [1125, 358, 1262, 444]
article-paragraph: Κατὰ τὴν συγκροτηθεῖσαν σύσκεψιν ὑπὸ τὴν προεδρίαν τοῦ κ. Διοικητοῦ ἀπεφασίσθη νὰ ζητηθῇ ἀπὸ τὴν Ἀμερικανικὴν ἀποστολὴν ἔκτακτος οἰκονομικὴ βοήθεια διὰ τὴν κάλυψιν τῶν αὐξημένων πολεμικῶν δαπανῶν καὶ τὴν περίθαλψιν τῶν συμμοριοπλήκτων.: [14, 1077, 226, 1163]
headline-levidi: ΠΡΟΣΕΒΛΗΘΗ ΕΠΙΣΗΣ ΤΟ ΛΕΒΙΔΙΟΝ ΑΠΟΚΡΟΥΣΘΕΝΤΩΝ ΤΩΝ ΕΠΙΔΡΟΜΕΩΝ: [463, 852, 1113, 877]
newspaper-title: ΕΜΠΡΟΣ: [700, 10, 986, 74]
article-paragraph: Μετὰ τὴν ἐπιθεώρησιν, ὁ κ. Πρόεδρος τῆς Κυβερνήσεως ἐξέδωκε ἡμερησίαν διαταγὴν πρὸς τοὺς ἀκρίτας, εἰς τὴν ὁποίαν τονίζεται ὅτι ἡ μάχη διὰ τὸ Βίτσι θὰ κρίνῃ τὴν ὁριστικὴν συντριβὴν τῶν συμμοριτῶν. «Συνεχίζετε τὸν μεγάλον ἀγῶνα διὰ τὴν σωτηρίαν τῆς Ἑλλάδος. Πλήξατε τὸν ἐχθρὸν χωρὶς οἶκτον».: [312, 557, 451, 718]
article-paragraph: ΘΕΣΣΑΛΟΝΙΚΗ, 22. (Τοῦ ἀνταποκριτοῦ μας). — Αἱ ἐθνικαὶ δυνάμεις διεξάγουσαι σκληρὰν μάχην κατέλαβον χθὲς τὰ ὑψώματα Δενδροχωρίου καὶ Ἀρμπενίτσης, μετὰ τὴν συντριβὴν τῶν λυσσαλέων ἀντεπιθέσεων τῶν συμμοριτῶν. Ὁ ἐχθρὸς ἀφῆκεν ἐπὶ τοῦ πεδίου τῆς μάχης πολλοὺς νεκροὺς καὶ ὁπλισμόν.: [793, 228, 949, 365]
column-divider: [1119, 92, 1120, 2307]
issue-date: ΠΕΜΠΤΗ 23 ΣΕΠΤΕΜΒΡΙΟΥ: [1334, 67, 1495, 78]
headline-struggle-vitsi: ΕΞΕΛΙΣΣΕΤΑΙ ΕΠΙΤΥΧΩΣ Ο ΑΓΩΝ ΕΙΣ ΤΗΝ ΠΕΡΙΟΧΗΝ ΒΙΤΣΙΟΥ: [463, 164, 1113, 203]
article-paragraph: ΟΥΑΣΙΓΚΤΩΝ, 22. («Ἰδ. ὑπ.»). — Ἐδηλώθη ἀπόψε ἐκ μέρους ἁρμοδίων ἐπιτελείων ὅτι οἱ ἡγέται τῶν κομμουνιστικῶν κομμάτων συνῆλθον εἰς διάσκεψιν εἰς τὴν Κριμαίαν ὑπὸ τὴν προεδρίαν τῶν κ.κ. Στάλιν καὶ Μολότωφ. Ἀπὸ τὴν διάσκεψιν ἀπουσιάζει ἡ Γιουγκοσλαυία.: [463, 1531, 619, 1655]
article-paragraph: ΠΥΡΓΟΣ, 22. — Συμμορία ἀπὸ 150 περίπου ἀνταρτῶν ἐπετέθη ἐναντίον τῆς Ἀμαλιάδος. Αἱ δυνάμεις τῆς Χωροφυλακῆς ἀπέκρουσαν τοὺς ἐπιδρομεῖς.: [793, 929, 949, 1004]
article-paragraph: Τὸ Ἀνώτατον Συμβούλιον Ἀνασυγκροτήσεως θὰ ἀσχοληθῇ μὲ τὸ ζήτημα κατὰ τὴν προσεχῆ συνεδρίασίν του, ἀφοῦ προηγουμένως ληφθοῦν ὑπ᾽ ὄψιν αἱ ἐκθέσεις τῶν ἁρμοδίων ὑπηρεσιῶν.: [14, 1077, 451, 1355]
subheadline-bulgarians: ΟΙ ΠΑΡΑΔΟΘΕΝΤΕΣ ΒΟΥΛΓΑΡΟΙ: [792, 455, 950, 468]
article-body: [14, 456, 451, 1005]
subheadline-military-force: Η ΣΤΡΑΤΙΩΤΙΚΗ ΔΥΝΑΜΙΣ: [1158, 880, 1301, 893]
subheadline-formed: ΣΧΗΜΑΤΙΣΘΗ: [1193, 1549, 1267, 1561]
headline-dendrochori: ΚΑΤΕΛΗΦΘΗΣΑΝ ΧΘΕΣ ΤΟ ΔΕΝΔΡΟΧΩΡΙ ΚΑΙ Η ΑΡΜΠΕΝΙΤΣΑ: [463, 94, 1113, 129]
article-paragraph: Τὴν 11 π.μ. ὁ κ. Σοφούλης συνοδευόμενος ὑπὸ τῶν ὑπουργῶν κ.κ. Ρέντη, Θεοχάρη, καὶ τῆς λοιπῆς ἀκολουθίας του ἀφίκετο εἰς τὸ πρόχωμα τοῦ μετώπου, ὅπου τοὺς ὑπεδέχθησαν οἱ ἐπιτελεῖς τοῦ Στρατοῦ.: [14, 223, 302, 422]
page-number: ΑΡΙΘΜΟΣ ΣΕΛΙΔΟΣ 6: [73, 67, 198, 78]
article-paragraph: ΛΟΝΔΙΝΟΝ, 22. (ἰδ. υπ.). — Ἀνεκοινώθη σήμερον ὑπὸ τοῦ Ναυαρχείου ὅτι ὁ μητροπολιτικὸς στόλος θὰ ἐκτελέσῃ μεγάλας ἀσκήσεις εἰς τὴν Βόρειον Θάλασσαν.: [959, 1482, 1113, 1557]
subheadline-filippiada: ΣΦΟΔΡΑ ΜΑΧΗ ΣΥΝΑΠΤΕΤΑΙ ΠΑΡΑ ΤΗΝ ΦΙΛΙΠΠΙΑΔΑ: [463, 207, 1113, 225]
article-paragraph: Ὁ ἀγὼν εἰς τὴν περιοχὴν τοῦ Βιτσίου ἐξελίσσεται ἐπιτυχῶς διὰ τὰ ἐθνικὰ ὅπλα. Ἡ ἀεροπορία ἐβομβάρδισε μὲ ἐπιτυχίαν τὰς θέσεις τῶν συμμοριτῶν καὶ τὰς ὁδοὺς ἀνεφοδιασμοῦ των.: [627, 305, 783, 391]
tsaldaris-article: [14, 1495, 171, 1615]
article-paragraph: Τὸ Ἀνώτατον Συμβούλιον Ἀνασυγκροτήσεως θὰ ἀσχοληθῇ μὲ τὸ ζήτημα κατὰ τὴν προσεχῆ συνεδρίασίν του, ἀφοῦ προηγουμένως ληφθοῦν ὑπ᾽ ὄψιν αἱ ἐκθέσεις τῶν ἁρμοδίων ὑπηρεσιῶν.: [238, 1192, 451, 1254]
subheadline-army: ΘΕΡΜΑΙ ΕΚΔΗΛΩΣΕΙΣ ΤΟΥ ΣΤΡΑΤΟΥ: [14, 201, 451, 220]
headline-albania: Ο ΧΑΣ ΑΛΤΗΡ ΤΗΣ ΔΙΑΧΟΝΩΣΕΩΣ: [1125, 1637, 1335, 1656]
headline-strike-enemy: «ΠΛΗΞΑΤΕ ΤΟΝ ΕΧΘΡΟΝ ΧΩΡΙΣ ΟΙΚΤΟΝ»: [14, 433, 451, 452]
article-paragraph: ΛΟΝΔΙΝΟΝ, 22. (Associated Press). — Ἐκπρόσωπος τοῦ Φόρεϊν Ὄφφις ἀνεκοίνωσε ὅτι χθὲς ἐπεδόθη εἰς τὴν Σοβιετικὴν Κυβέρνησιν κοινὴ διακοίνωσις τῆς Μεγάλης Βρεταννίας, τῶν Ἡνωμένων Πολιτειῶν καὶ τῆς Γαλλίας διὰ τὴν κρίσιν τοῦ Βερολίνου.: [1125, 220, 1262, 356]
headline-russia-note: ΕΠΕΔΟΘΗ ΧΘΕΣ ΠΡΟΣ ΤΗΝ ΡΩΣΣΙΑΝ: [1125, 129, 1554, 161]
section-separator: [463, 823, 1113, 824]
headline-pavelic: Ο ΠΑΒΕΛΙΤΣ ΖΗ ΕΙΣ ΤΗΝ ΙΤΑΛΙΑΝ: [796, 1595, 1113, 1610]
article-paragraph: Κατὰ πληροφορίας ἐκ τοῦ μετώπου, ἀριθμὸς Βουλγάρων ἐθελοντῶν παρεδόθη εἰς τὰ τμήματα τοῦ Ἐθνικοῦ Στρατοῦ. Οὗτοι ἀπεκάλυψαν ὅτι ἐστρατολογήθησαν διὰ τῆς βίας.: [793, 228, 1113, 517]
article-paragraph: ΠΑΡΙΣΙΟΙ, 22. (Τοῦ ἀνταποκριτοῦ μας). — Ὁ ἀρχηγὸς τῆς ἑλληνικῆς ἀντιπροσωπείας κ. Τσαλδάρης συνηντήθη σήμερον εἰς τὴν Βελγικὴν Πρεσβείαν μετὰ τοῦ κ. Σπάακ.: [14, 1528, 171, 1614]
headline-nemea: ΕΠΙΘΕΣΕΙΣ ΣΥΜΜΟΡΙΤΩΝ ΕΝΑΝΤΙΟΝ ΤΗΣ ΝΕΜΕΑΣ ΚΑΙ ΑΜΑΛΙΑΔΟΣ: [463, 828, 1113, 852]
